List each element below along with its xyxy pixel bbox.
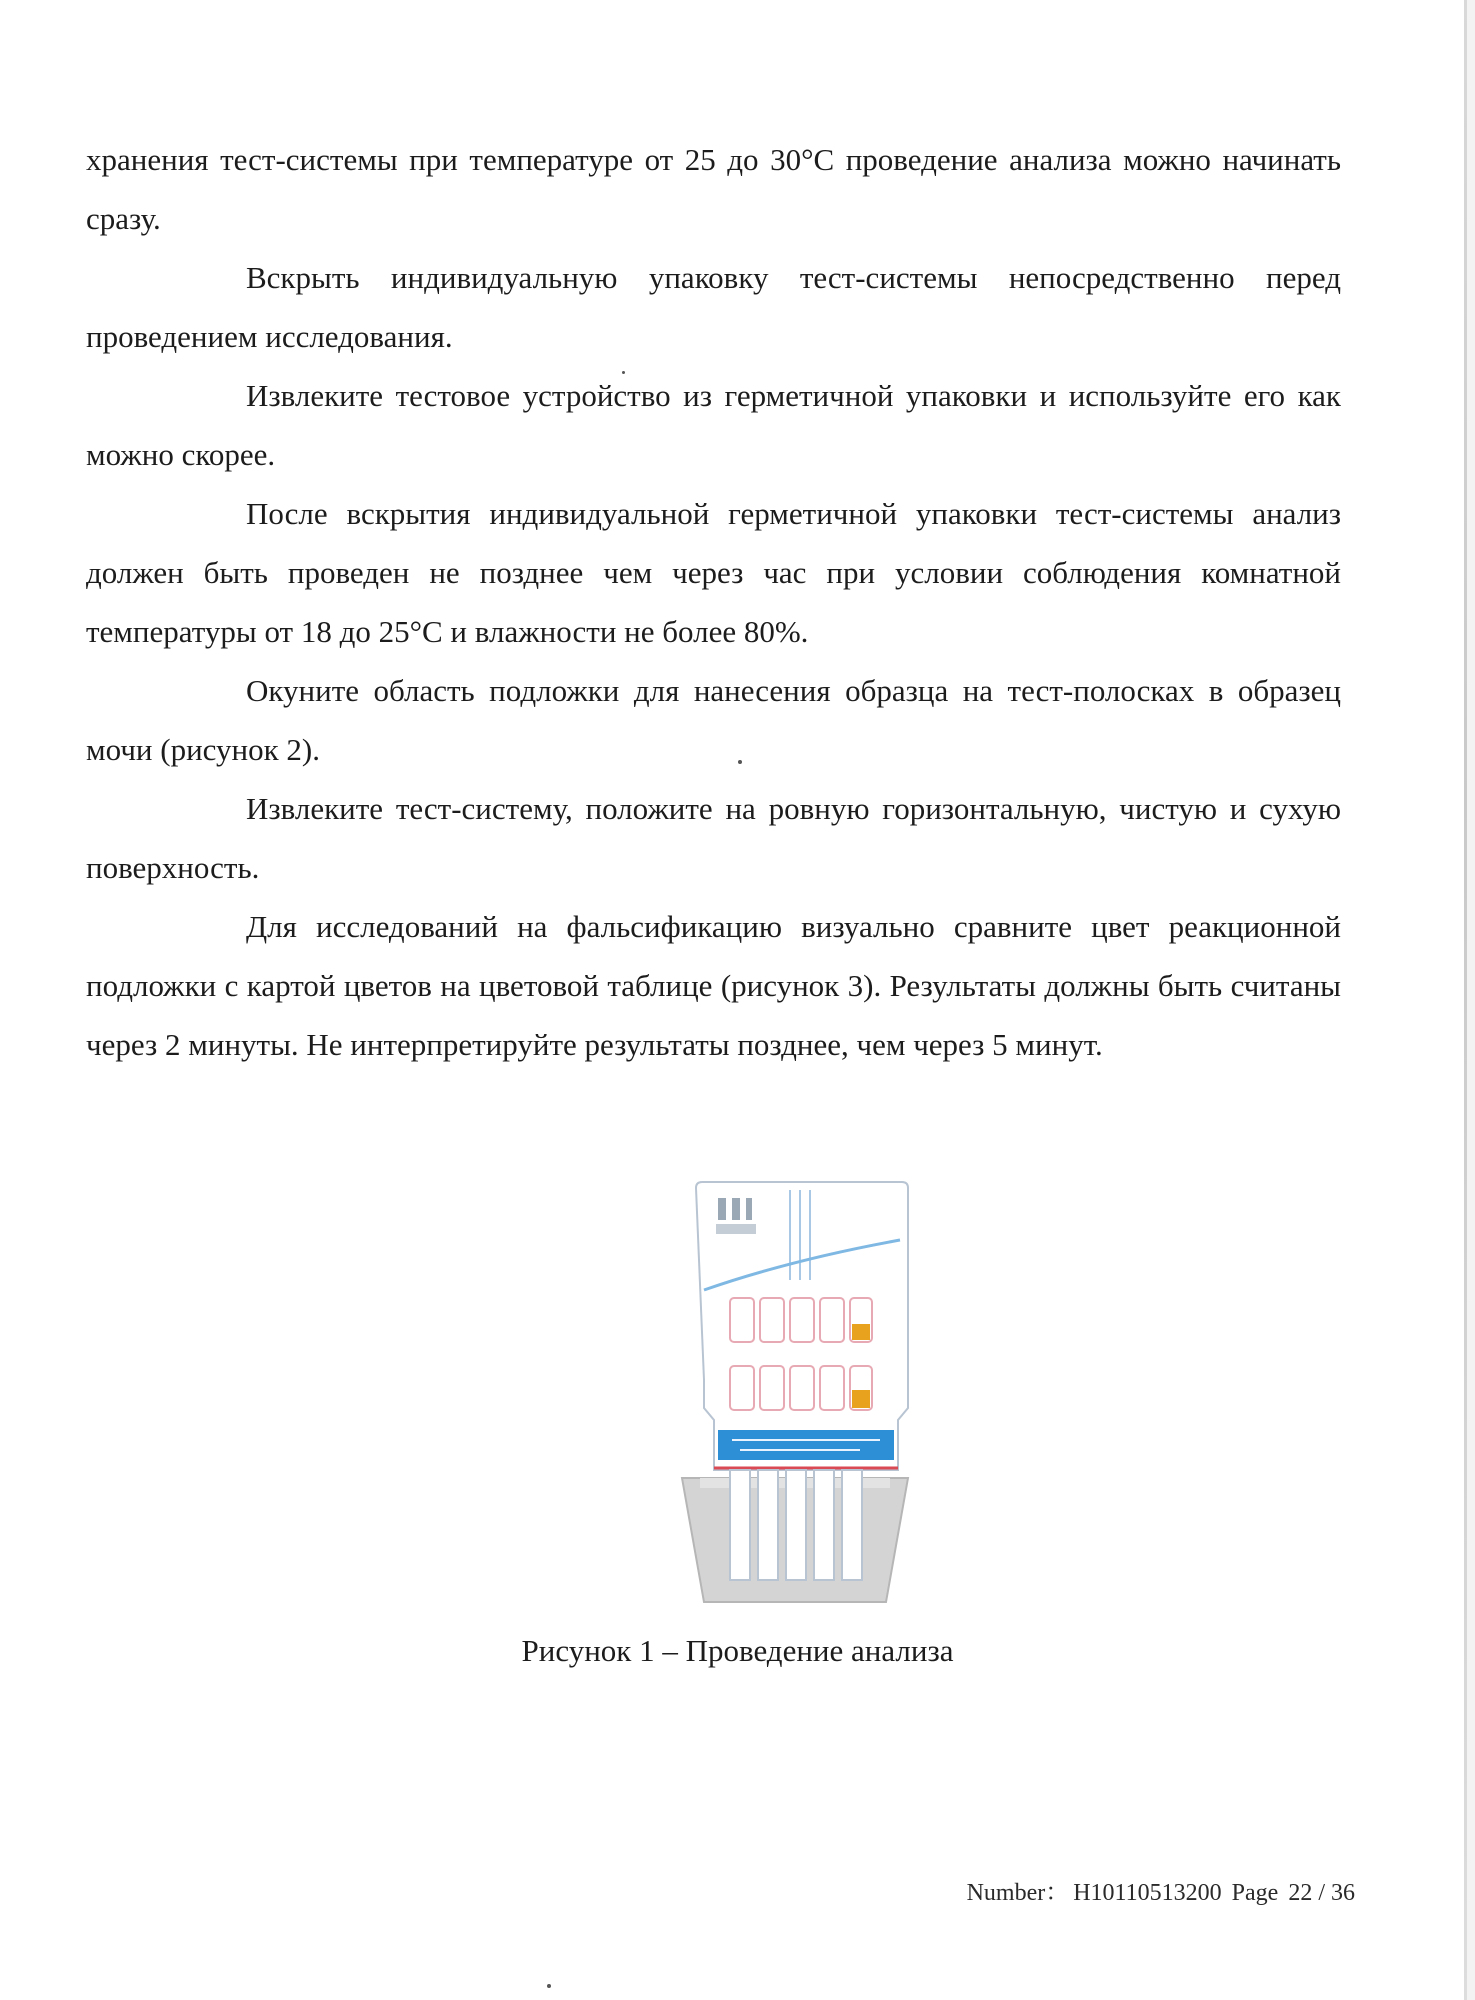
paragraph-open-package: Вскрыть индивидуальную упаковку тест-системы непосредственно перед проведением исследования. <box>86 260 1341 354</box>
paragraph-dip-sample: Окуните область подложки для нанесения образца на тест-полосках в образец мочи (рисунок 2). <box>86 673 1341 767</box>
page-footer <box>963 1872 1355 1907</box>
paragraph-place-flat: Извлеките тест-систему, положите на ровную горизонтальную, чистую и сухую поверхность. <box>86 791 1341 885</box>
footer-page-label: Page <box>1231 1880 1279 1906</box>
scan-speck <box>738 760 742 764</box>
scan-speck <box>622 371 625 374</box>
test-strips <box>730 1470 862 1580</box>
card-label-band <box>718 1430 894 1460</box>
paragraph-time-limit: После вскрытия индивидуальной герметичной упаковки тест-системы анализ должен быть проведен не позднее чем через час при условии соблюдения комнатной температуры от 18 до 25°С и влажности не более 80%. <box>86 496 1341 649</box>
paragraph-remove-device: Извлеките тестовое устройство из герметичной упаковки и используйте его как можно скорее. <box>86 378 1341 472</box>
test-device-illustration <box>660 1180 930 1620</box>
footer-page-value: 22 / 36 <box>1288 1880 1355 1906</box>
page-binding-edge <box>1464 0 1467 2000</box>
reaction-pad-bottom <box>852 1390 870 1408</box>
card-top-marks <box>716 1198 756 1234</box>
footer-number-value: H10110513200 <box>1073 1880 1222 1906</box>
test-device-figure <box>660 1180 930 1620</box>
reaction-pad-top <box>852 1324 870 1340</box>
footer-number-label: Number： <box>966 1880 1070 1906</box>
paragraph-storage-temperature: хранения тест-системы при температуре от 25 до 30°С проведение анализа можно начинать сразу. <box>86 142 1341 236</box>
body-text <box>86 130 1341 1074</box>
paragraph-compare-colors: Для исследований на фальсификацию визуально сравните цвет реакционной подложки с картой цветов на цветовой таблице (рисунок 3). Результаты должны быть считаны через 2 минуты. Не интерпретируйте результаты позднее, чем через 5 минут. <box>86 909 1341 1062</box>
scan-speck <box>547 1984 551 1988</box>
page-edge-shadow <box>1467 0 1475 2000</box>
figure-caption: Рисунок 1 – Проведение анализа <box>521 1633 954 1668</box>
